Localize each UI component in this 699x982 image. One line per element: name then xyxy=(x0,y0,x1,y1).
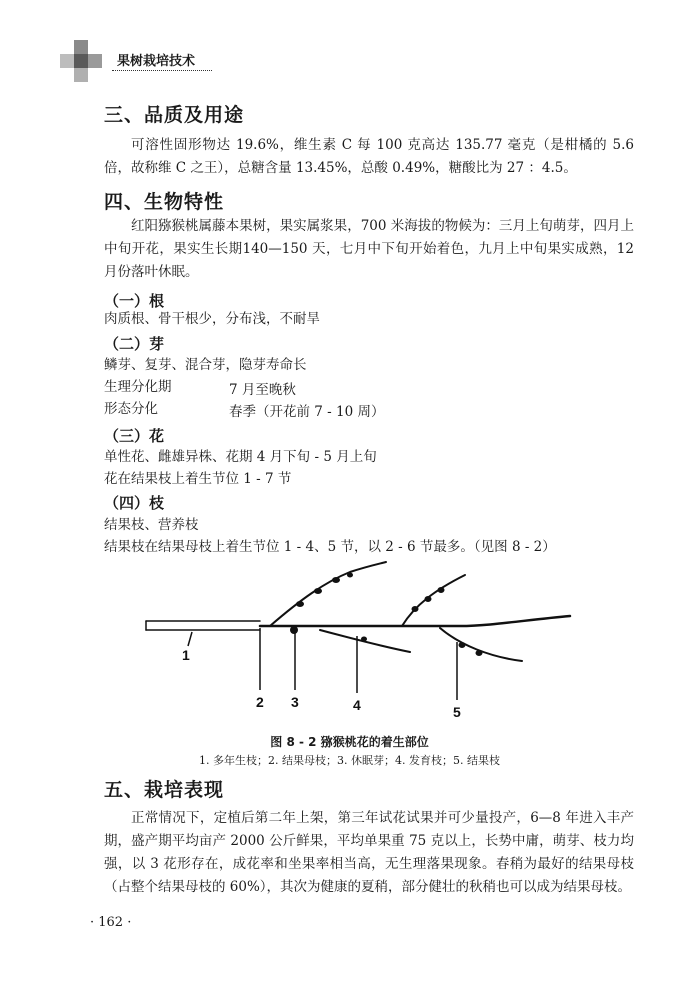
bud-row1-value: 7 月至晚秋 xyxy=(229,382,296,398)
bud-row2-label: 形态分化 xyxy=(104,401,158,417)
figure-label-5: 5 xyxy=(453,704,461,720)
header-rule xyxy=(112,70,212,71)
bud-row2-value: 春季（开花前 7 - 10 周） xyxy=(229,404,385,420)
branch-text-1: 结果枝、营养枝 xyxy=(104,517,199,533)
figure-label-4: 4 xyxy=(353,697,361,713)
figure-label-2: 2 xyxy=(256,694,264,710)
subheading-flower: （三）花 xyxy=(104,427,165,445)
section-heading-quality: 三、品质及用途 xyxy=(104,104,245,126)
figure-label-1: 1 xyxy=(182,647,190,663)
page-number: · 162 · xyxy=(90,915,132,930)
branch-text-2: 结果枝在结果母枝上着生节位 1 - 4、5 节，以 2 - 6 节最多。（见图 8 - 2） xyxy=(104,539,556,555)
header-decoration xyxy=(60,40,104,84)
bud-text: 鳞芽、复芽、混合芽，隐芽寿命长 xyxy=(104,357,307,373)
paragraph-biology: 红阳猕猴桃属藤本果树，果实属浆果，700 米海拔的物候为：三月上旬萌芽，四月上中旬开花，果实生长期140—150 天，七月中下旬开始着色，九月上中旬果实成熟，12 月份落叶休眠。 xyxy=(104,218,634,280)
section-heading-cultivation: 五、栽培表现 xyxy=(104,779,225,801)
kiwi-branch-figure xyxy=(140,560,580,720)
subheading-root: （一）根 xyxy=(104,292,165,310)
figure-caption: 图 8 - 2 猕猴桃花的着生部位 xyxy=(270,735,429,749)
subheading-bud: （二）芽 xyxy=(104,335,165,353)
root-text: 肉质根、骨干根少，分布浅，不耐旱 xyxy=(104,311,320,327)
section-heading-biology: 四、生物特性 xyxy=(104,191,225,213)
running-header: 果树栽培技术 xyxy=(117,54,196,69)
flower-text-1: 单性花、雌雄异株、花期 4 月下旬 - 5 月上旬 xyxy=(104,449,377,465)
bud-row1-label: 生理分化期 xyxy=(104,379,172,395)
subheading-branch: （四）枝 xyxy=(104,494,165,512)
figure-label-3: 3 xyxy=(291,694,299,710)
flower-text-2: 花在结果枝上着生节位 1 - 7 节 xyxy=(104,471,292,487)
paragraph-quality: 可溶性固形物达 19.6%，维生素 C 每 100 克高达 135.77 毫克（是柑橘的 5.6 倍，故称维 C 之王），总糖含量 13.45%，总酸 0.49%，糖酸比为 27 ：4.5。 xyxy=(104,137,634,176)
figure-legend: 1. 多年生枝；2. 结果母枝；3. 休眠芽；4. 发育枝；5. 结果枝 xyxy=(199,754,500,767)
paragraph-cultivation: 正常情况下，定植后第二年上架，第三年试花试果并可少量投产，6—8 年进入丰产期，盛产期平均亩产 2000 公斤鲜果，平均单果重 75 克以上，长势中庸，萌芽、枝力均强，以 3 花形存在，成花率和坐果率相当高，无生理落果现象。春稍为最好的结果母枝（占整个结果母枝的 60%），其次为健康的夏稍，部分健壮的秋稍也可以成为结果母枝。 xyxy=(104,810,634,895)
